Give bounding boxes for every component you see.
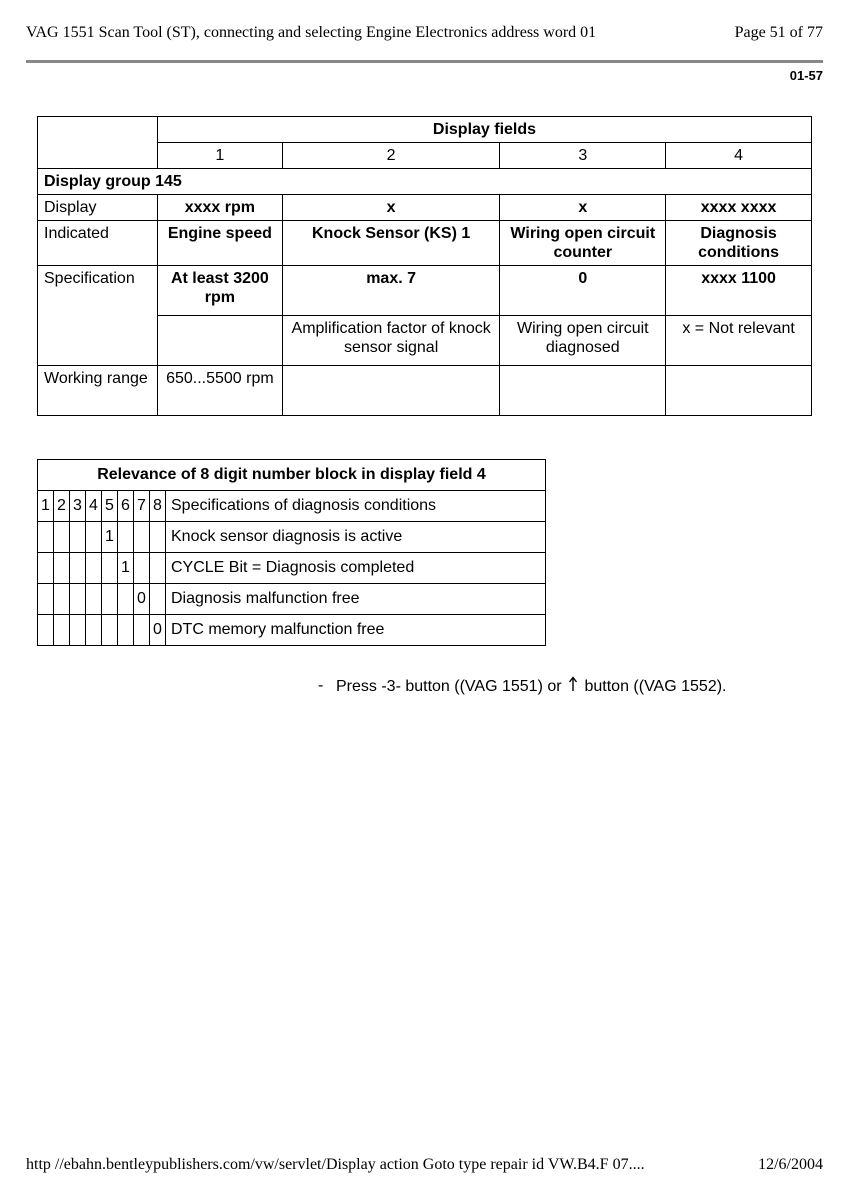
condition-text: Diagnosis malfunction free xyxy=(166,584,546,615)
digit-cell: 1 xyxy=(118,553,134,584)
corner-cell xyxy=(38,117,158,169)
section-code: 01-57 xyxy=(789,68,823,83)
table-cell: x = Not relevant xyxy=(666,316,812,366)
digit-header: 6 xyxy=(118,491,134,522)
table-cell: Wiring open circuit counter xyxy=(500,221,666,266)
digit-cell xyxy=(118,584,134,615)
digit-cell: 1 xyxy=(102,522,118,553)
table-row xyxy=(38,522,546,553)
spec-header: Specifications of diagnosis conditions xyxy=(166,491,546,522)
document-title: VAG 1551 Scan Tool (ST), connecting and selecting Engine Electronics address word 01 xyxy=(26,24,597,41)
relevance-title: Relevance of 8 digit number block in display field 4 xyxy=(38,460,546,491)
table-cell: 650...5500 rpm xyxy=(157,366,282,416)
digit-cell xyxy=(38,615,54,646)
digit-cell xyxy=(150,522,166,553)
table-cell xyxy=(666,366,812,416)
table-cell: 0 xyxy=(500,266,666,316)
table-row xyxy=(38,553,546,584)
table-cell: Wiring open circuit diagnosed xyxy=(500,316,666,366)
table-row xyxy=(38,584,546,615)
digit-cell xyxy=(102,553,118,584)
table-row xyxy=(38,221,812,266)
digit-cell xyxy=(150,584,166,615)
relevance-table xyxy=(37,459,546,646)
digit-cell xyxy=(86,584,102,615)
digit-cell xyxy=(38,584,54,615)
digit-cell xyxy=(134,522,150,553)
digit-cell: 0 xyxy=(150,615,166,646)
table-cell: Amplification factor of knock sensor signal xyxy=(282,316,500,366)
table-cell xyxy=(500,366,666,416)
table-cell: xxxx 1100 xyxy=(666,266,812,316)
table-cell: At least 3200 rpm xyxy=(157,266,282,316)
field-number: 3 xyxy=(500,143,666,169)
table-cell: Engine speed xyxy=(157,221,282,266)
digit-cell xyxy=(54,522,70,553)
digit-cell: 0 xyxy=(134,584,150,615)
digit-cell xyxy=(38,553,54,584)
digit-cell xyxy=(102,615,118,646)
digit-cell xyxy=(134,615,150,646)
digit-header: 7 xyxy=(134,491,150,522)
digit-cell xyxy=(150,553,166,584)
digit-header: 5 xyxy=(102,491,118,522)
condition-text: Knock sensor diagnosis is active xyxy=(166,522,546,553)
table-row xyxy=(38,460,546,491)
table-cell: Diagnosis conditions xyxy=(666,221,812,266)
table-cell: max. 7 xyxy=(282,266,500,316)
step-dash: - xyxy=(318,677,324,694)
table-row xyxy=(38,117,812,143)
instruction-text-after: button ((VAG 1552). xyxy=(584,678,727,695)
digit-cell xyxy=(102,584,118,615)
row-label: Indicated xyxy=(38,221,158,266)
digit-cell xyxy=(70,553,86,584)
table-row xyxy=(38,195,812,221)
digit-cell xyxy=(54,584,70,615)
display-fields-header: Display fields xyxy=(157,117,811,143)
table-cell: x xyxy=(282,195,500,221)
table-row xyxy=(38,266,812,316)
row-label: Working range xyxy=(38,366,158,416)
display-group-label: Display group 145 xyxy=(38,169,812,195)
table-row xyxy=(38,169,812,195)
display-group-table xyxy=(37,116,812,416)
row-label: Specification xyxy=(38,266,158,366)
condition-text: CYCLE Bit = Diagnosis completed xyxy=(166,553,546,584)
field-number: 2 xyxy=(282,143,500,169)
table-cell: xxxx xxxx xyxy=(666,195,812,221)
page-number: Page 51 of 77 xyxy=(734,24,823,41)
instruction-text-before: Press -3- button ((VAG 1551) or xyxy=(336,678,562,695)
field-number: 4 xyxy=(666,143,812,169)
digit-cell xyxy=(118,615,134,646)
digit-cell xyxy=(118,522,134,553)
digit-cell xyxy=(86,615,102,646)
digit-cell xyxy=(70,584,86,615)
digit-header: 4 xyxy=(86,491,102,522)
print-date: 12/6/2004 xyxy=(758,1156,823,1173)
digit-cell xyxy=(86,553,102,584)
digit-cell xyxy=(54,615,70,646)
header-rule xyxy=(26,60,823,63)
up-arrow-icon xyxy=(568,676,578,692)
row-label: Display xyxy=(38,195,158,221)
instruction-step xyxy=(318,676,738,696)
condition-text: DTC memory malfunction free xyxy=(166,615,546,646)
table-cell xyxy=(157,316,282,366)
digit-header: 1 xyxy=(38,491,54,522)
source-url: http //ebahn.bentleypublishers.com/vw/servlet/Display action Goto type repair id VW.B4.F 07.... xyxy=(26,1156,645,1173)
table-row xyxy=(38,366,812,416)
digit-header: 8 xyxy=(150,491,166,522)
field-number: 1 xyxy=(157,143,282,169)
table-cell: xxxx rpm xyxy=(157,195,282,221)
digit-cell xyxy=(86,522,102,553)
instruction-text xyxy=(336,676,738,696)
table-cell: x xyxy=(500,195,666,221)
table-cell: Knock Sensor (KS) 1 xyxy=(282,221,500,266)
digit-header: 2 xyxy=(54,491,70,522)
page-header xyxy=(26,24,823,46)
digit-header: 3 xyxy=(70,491,86,522)
table-row xyxy=(38,491,546,522)
digit-cell xyxy=(54,553,70,584)
digit-cell xyxy=(70,522,86,553)
digit-cell xyxy=(38,522,54,553)
table-cell xyxy=(282,366,500,416)
table-row xyxy=(38,615,546,646)
digit-cell xyxy=(134,553,150,584)
digit-cell xyxy=(70,615,86,646)
